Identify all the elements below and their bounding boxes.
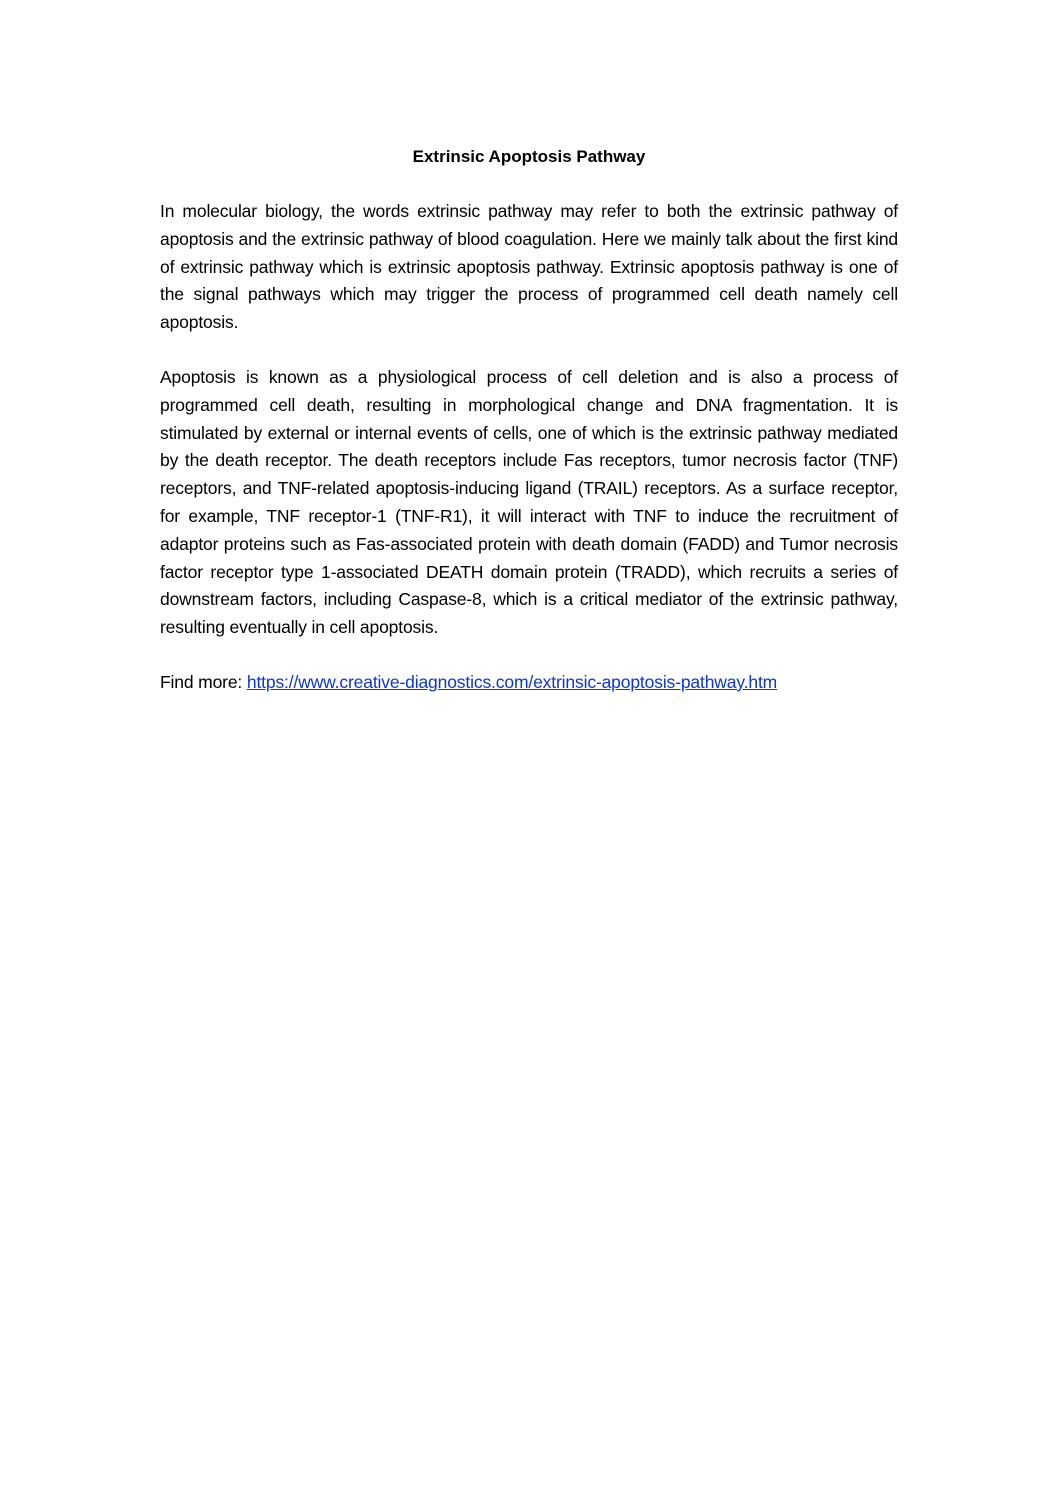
document-body (160, 143, 898, 697)
paragraph-apoptosis: Apoptosis is known as a physiological process of cell deletion and is also a process of programmed cell death, resulting in morphological change and DNA fragmentation. It is stimulated by external or internal events of cells, one of which is the extrinsic pathway mediated by the death receptor. The death receptors include Fas receptors, tumor necrosis factor (TNF) receptors, and TNF-related apoptosis-inducing ligand (TRAIL) receptors. As a surface receptor, for example, TNF receptor-1 (TNF-R1), it will interact with TNF to induce the recruitment of adaptor proteins such as Fas-associated protein with death domain (FADD) and Tumor necrosis factor receptor type 1-associated DEATH domain protein (TRADD), which recruits a series of downstream factors, including Caspase-8, which is a critical mediator of the extrinsic pathway, resulting eventually in cell apoptosis. (160, 366, 898, 638)
find-more-label: Find more: (160, 671, 247, 692)
paragraph-intro: In molecular biology, the words extrinsic pathway may refer to both the extrinsic pathway of apoptosis and the extrinsic pathway of blood coagulation. Here we mainly talk about the first kind of extrinsic pathway which is extrinsic apoptosis pathway. Extrinsic apoptosis pathway is one of the signal pathways which may trigger the process of programmed cell death namely cell apoptosis. (160, 201, 898, 333)
find-more-link[interactable]: https://www.creative-diagnostics.com/extrinsic-apoptosis-pathway.htm (246, 671, 778, 692)
find-more-line (160, 669, 898, 697)
document-title: Extrinsic Apoptosis Pathway (412, 147, 646, 166)
